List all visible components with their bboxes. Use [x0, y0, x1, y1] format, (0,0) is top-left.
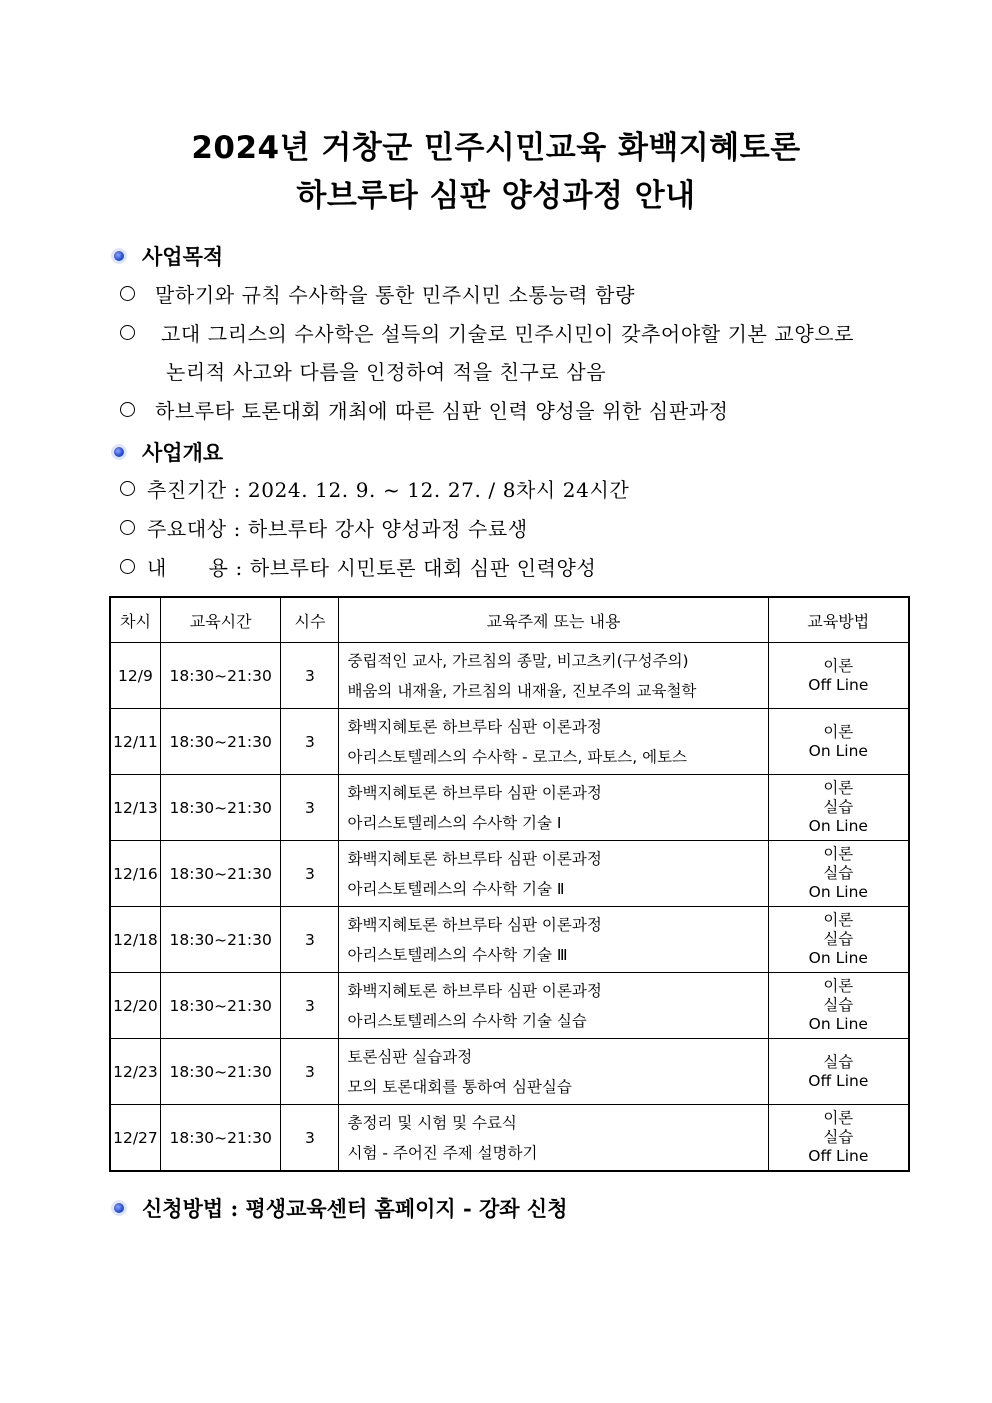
method-line: On Line [808, 741, 868, 760]
circle-bullet-icon [120, 520, 135, 535]
method-line: 이론 [823, 779, 854, 797]
method-line: Off Line [808, 1071, 869, 1090]
table-row [110, 907, 909, 973]
header-session: 차시 [110, 597, 160, 643]
table-row [110, 709, 909, 775]
topic-line: 화백지혜토론 하브루타 심판 이론과정 [347, 783, 602, 802]
topic-line: 배움의 내재율, 가르침의 내재율, 진보주의 교육철학 [347, 681, 697, 700]
header-hours: 시수 [281, 597, 339, 643]
cell-hours: 3 [281, 973, 339, 1039]
section-purpose-heading [114, 241, 223, 271]
table-row [110, 1105, 909, 1172]
cell-hours: 3 [281, 643, 339, 709]
application-method [114, 1193, 567, 1223]
cell-session: 12/13 [110, 775, 160, 841]
cell-method [768, 1039, 909, 1105]
cell-method [768, 1105, 909, 1172]
overview-item: 주요대상 : 하브루타 강사 양성과정 수료생 [120, 513, 528, 542]
circle-bullet-icon [120, 286, 135, 301]
topic-line: 아리스토텔레스의 수사학 - 로고스, 파토스, 에토스 [347, 747, 688, 766]
application-label: 신청방법 : 평생교육센터 홈페이지 - 강좌 신청 [142, 1196, 568, 1221]
cell-time: 18:30~21:30 [160, 643, 281, 709]
circle-bullet-icon [120, 559, 135, 574]
cell-time: 18:30~21:30 [160, 841, 281, 907]
cell-method [768, 643, 909, 709]
method-line: 실습 [823, 996, 854, 1014]
cell-time: 18:30~21:30 [160, 775, 281, 841]
topic-line: 아리스토텔레스의 수사학 기술 Ⅱ [347, 879, 565, 898]
method-line: 이론 [823, 977, 854, 995]
cell-session: 12/23 [110, 1039, 160, 1105]
purpose-item: 고대 그리스의 수사학은 설득의 기술로 민주시민이 갖추어야할 기본 교양으로 [120, 318, 854, 347]
cell-time: 18:30~21:30 [160, 907, 281, 973]
cell-hours: 3 [281, 775, 339, 841]
method-line: 실습 [823, 864, 854, 882]
circle-bullet-icon [120, 402, 135, 417]
section-bullet-icon [114, 447, 124, 457]
topic-line: 화백지혜토론 하브루타 심판 이론과정 [347, 717, 602, 736]
page-title: 2024년 거창군 민주시민교육 화백지혜토론 [191, 130, 801, 166]
cell-session: 12/27 [110, 1105, 160, 1172]
table-row [110, 973, 909, 1039]
topic-line: 중립적인 교사, 가르침의 종말, 비고츠키(구성주의) [347, 651, 689, 670]
method-line: 실습 [823, 1128, 854, 1146]
cell-time: 18:30~21:30 [160, 709, 281, 775]
page-subtitle: 하브루타 심판 양성과정 안내 [296, 178, 696, 214]
cell-topic [339, 841, 768, 907]
circle-bullet-icon [120, 481, 135, 496]
cell-time: 18:30~21:30 [160, 1039, 281, 1105]
cell-method [768, 775, 909, 841]
method-line: On Line [808, 817, 868, 835]
cell-topic [339, 907, 768, 973]
cell-topic [339, 973, 768, 1039]
topic-line: 모의 토론대회를 통하여 심판실습 [347, 1077, 572, 1096]
table-row [110, 841, 909, 907]
schedule-table [109, 596, 910, 1172]
method-line: On Line [808, 949, 868, 967]
cell-method [768, 907, 909, 973]
table-row [110, 775, 909, 841]
topic-line: 화백지혜토론 하브루타 심판 이론과정 [347, 915, 602, 934]
topic-line: 아리스토텔레스의 수사학 기술 Ⅲ [347, 945, 568, 964]
cell-time: 18:30~21:30 [160, 973, 281, 1039]
cell-hours: 3 [281, 1039, 339, 1105]
cell-topic [339, 709, 768, 775]
section-overview-heading [114, 437, 223, 467]
cell-topic [339, 775, 768, 841]
section-bullet-icon [114, 1203, 124, 1213]
topic-line: 아리스토텔레스의 수사학 기술 실습 [347, 1011, 587, 1030]
table-row [110, 1039, 909, 1105]
topic-line: 시험 - 주어진 주제 설명하기 [347, 1143, 538, 1162]
method-line: 실습 [823, 1052, 854, 1071]
topic-line: 아리스토텔레스의 수사학 기술 Ⅰ [347, 813, 562, 832]
method-line: 이론 [823, 722, 854, 741]
table-row [110, 643, 909, 709]
method-line: Off Line [808, 1147, 869, 1165]
topic-line: 총정리 및 시험 및 수료식 [347, 1113, 517, 1132]
header-method: 교육방법 [768, 597, 909, 643]
cell-topic [339, 1039, 768, 1105]
topic-line: 화백지혜토론 하브루타 심판 이론과정 [347, 981, 602, 1000]
method-line: On Line [808, 1015, 868, 1033]
header-time: 교육시간 [160, 597, 281, 643]
circle-bullet-icon [120, 325, 135, 340]
cell-session: 12/9 [110, 643, 160, 709]
method-line: 실습 [823, 930, 854, 948]
method-line: 이론 [823, 845, 854, 863]
method-line: 이론 [823, 911, 854, 929]
purpose-item-continued: 논리적 사고와 다름을 인정하여 적을 친구로 삼음 [166, 360, 607, 384]
header-topic: 교육주제 또는 내용 [339, 597, 768, 643]
cell-topic [339, 643, 768, 709]
section-purpose-label: 사업목적 [142, 244, 224, 269]
section-bullet-icon [114, 251, 124, 261]
topic-line: 토론심판 실습과정 [347, 1047, 473, 1066]
cell-time: 18:30~21:30 [160, 1105, 281, 1172]
cell-method [768, 841, 909, 907]
cell-method [768, 973, 909, 1039]
cell-hours: 3 [281, 709, 339, 775]
method-line: 이론 [823, 1109, 854, 1127]
overview-item: 내 용 : 하브루타 시민토론 대회 심판 인력양성 [120, 552, 596, 581]
cell-hours: 3 [281, 907, 339, 973]
cell-session: 12/20 [110, 973, 160, 1039]
cell-topic [339, 1105, 768, 1172]
table-header-row [110, 597, 909, 643]
purpose-item: 하브루타 토론대회 개최에 따른 심판 인력 양성을 위한 심판과정 [120, 395, 729, 424]
section-overview-label: 사업개요 [142, 440, 224, 465]
topic-line: 화백지혜토론 하브루타 심판 이론과정 [347, 849, 602, 868]
cell-hours: 3 [281, 1105, 339, 1172]
method-line: Off Line [808, 675, 869, 694]
cell-session: 12/11 [110, 709, 160, 775]
cell-method [768, 709, 909, 775]
cell-hours: 3 [281, 841, 339, 907]
method-line: On Line [808, 883, 868, 901]
overview-item: 추진기간 : 2024. 12. 9. ~ 12. 27. / 8차시 24시간 [120, 474, 629, 503]
purpose-item: 말하기와 규칙 수사학을 통한 민주시민 소통능력 함량 [120, 279, 635, 308]
cell-session: 12/18 [110, 907, 160, 973]
method-line: 실습 [823, 798, 854, 816]
method-line: 이론 [823, 656, 854, 675]
cell-session: 12/16 [110, 841, 160, 907]
